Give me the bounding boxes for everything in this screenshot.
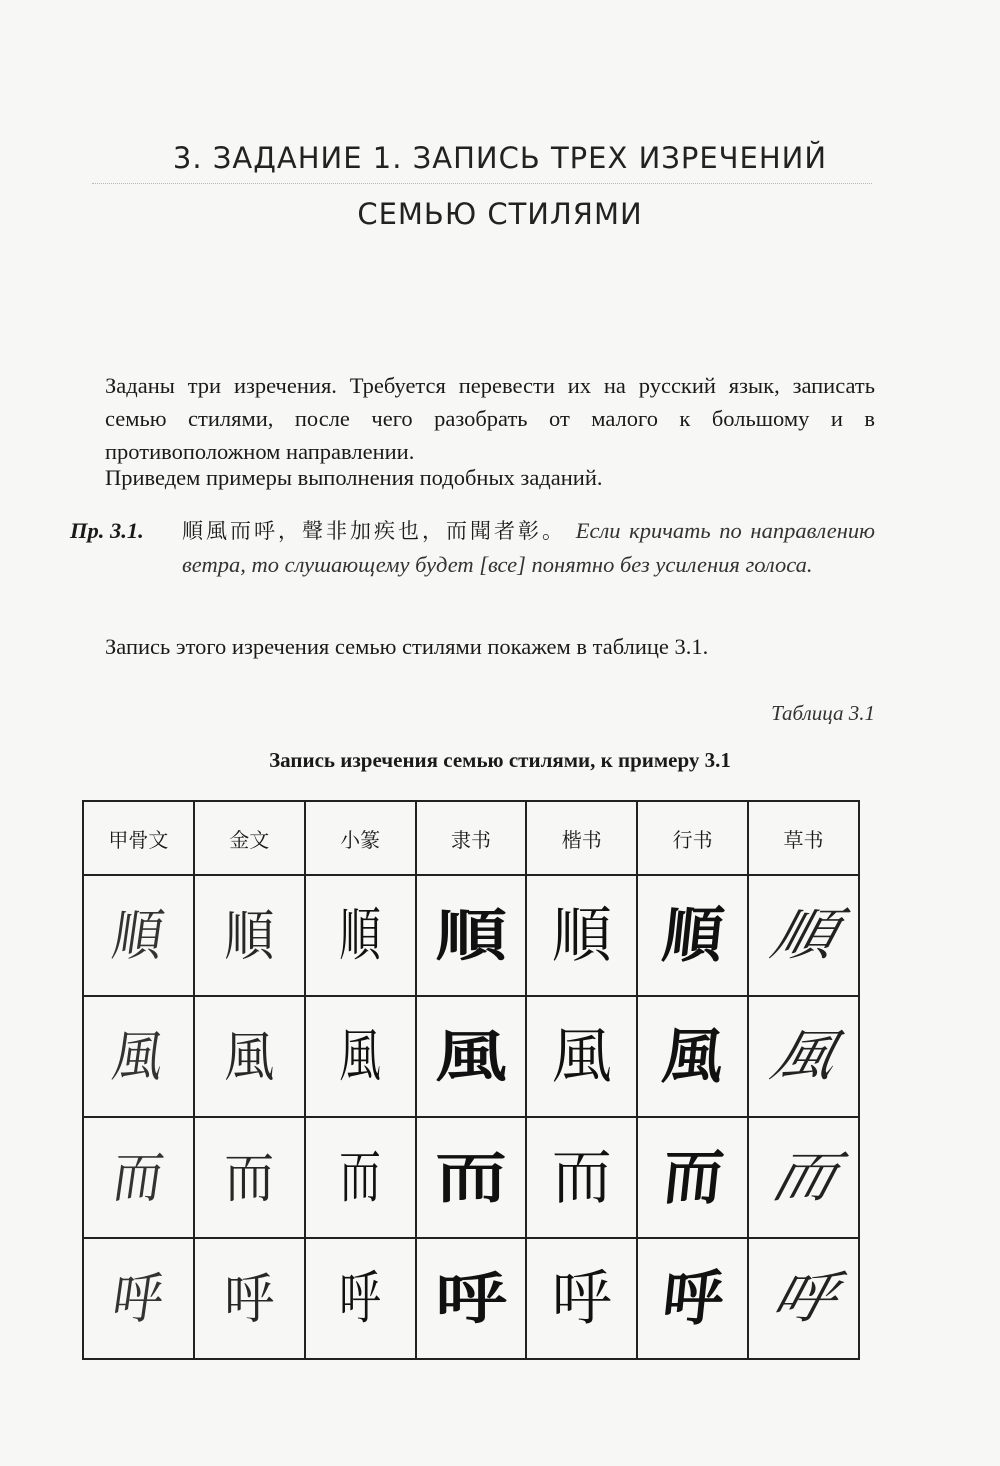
header-jiaguwen: 甲骨文 <box>83 801 194 875</box>
chapter-title-line-1: 3. ЗАДАНИЕ 1. ЗАПИСЬ ТРЕХ ИЗРЕЧЕНИЙ <box>172 141 828 175</box>
table-row <box>83 875 859 996</box>
header-lishu: 隶书 <box>416 801 527 875</box>
glyph-shun-xingshu: 順 <box>658 900 727 971</box>
glyph-cell <box>194 1238 305 1359</box>
glyph-feng-lishu: 風 <box>435 1023 507 1089</box>
glyph-cell <box>83 875 194 996</box>
glyph-cell <box>305 996 416 1117</box>
glyph-shun-kaishu: 順 <box>551 900 612 971</box>
calligraphy-styles-table <box>82 800 860 1360</box>
table-row <box>83 1238 859 1359</box>
glyph-feng-caoshu: 風 <box>764 1023 843 1089</box>
glyph-cell <box>748 1117 859 1238</box>
header-xiaozhuan: 小篆 <box>305 801 416 875</box>
glyph-er-kaishu: 而 <box>551 1142 612 1213</box>
table-intro-paragraph: Запись этого изречения семью стилями покажем в таблице 3.1. <box>105 634 709 659</box>
table-number: Таблица 3.1 <box>771 701 875 725</box>
glyph-shun-xiaozhuan: 順 <box>339 902 381 969</box>
glyph-hu-lishu: 呼 <box>435 1265 507 1331</box>
glyph-hu-jinwen: 呼 <box>224 1267 275 1330</box>
glyph-shun-caoshu: 順 <box>764 902 843 968</box>
glyph-er-xiaozhuan: 而 <box>339 1144 381 1211</box>
glyph-shun-jiaguwen: 順 <box>108 903 168 968</box>
glyph-hu-jiaguwen: 呼 <box>108 1266 168 1331</box>
glyph-hu-kaishu: 呼 <box>551 1263 612 1334</box>
glyph-er-xingshu: 而 <box>658 1142 727 1213</box>
chapter-title-line-2: СЕМЬЮ СТИЛЯМИ <box>357 197 643 231</box>
example-translation: Если кричать по направлению ветра, то слушающему будет [все] понятно без усиления голоса. <box>182 518 875 577</box>
header-xingshu: 行书 <box>637 801 748 875</box>
table-row <box>83 996 859 1117</box>
glyph-cell <box>194 875 305 996</box>
glyph-cell <box>748 1238 859 1359</box>
glyph-cell <box>637 1238 748 1359</box>
glyph-cell <box>637 996 748 1117</box>
glyph-cell <box>526 1117 637 1238</box>
glyph-cell <box>526 875 637 996</box>
glyph-cell <box>416 996 527 1117</box>
example-body <box>182 514 875 581</box>
glyph-cell <box>416 875 527 996</box>
glyph-cell <box>416 1238 527 1359</box>
glyph-cell <box>637 875 748 996</box>
glyph-cell <box>305 875 416 996</box>
table-caption: Запись изречения семью стилями, к примеру 3.1 <box>269 748 731 772</box>
glyph-cell <box>526 1238 637 1359</box>
glyph-shun-lishu: 順 <box>435 902 507 968</box>
glyph-cell <box>748 996 859 1117</box>
header-jinwen: 金文 <box>194 801 305 875</box>
glyph-feng-xiaozhuan: 風 <box>339 1023 381 1090</box>
glyph-cell <box>305 1238 416 1359</box>
glyph-cell <box>83 996 194 1117</box>
table-row <box>83 1117 859 1238</box>
glyph-cell <box>305 1117 416 1238</box>
glyph-hu-xiaozhuan: 呼 <box>339 1265 381 1332</box>
glyph-er-jiaguwen: 而 <box>108 1145 168 1210</box>
glyph-cell <box>526 996 637 1117</box>
glyph-feng-jiaguwen: 風 <box>108 1024 168 1089</box>
header-caoshu: 草书 <box>748 801 859 875</box>
glyph-er-caoshu: 而 <box>764 1144 843 1210</box>
intro-paragraph: Заданы три изречения. Требуется перевести их на русский язык, записать семью стилями, после чего разобрать от малого к большому и в противоположном направлении. <box>105 373 875 464</box>
glyph-er-lishu: 而 <box>435 1144 507 1210</box>
examples-intro-paragraph: Приведем примеры выполнения подобных заданий. <box>105 465 603 490</box>
example-label: Пр. 3.1. <box>70 518 144 543</box>
glyph-cell <box>83 1238 194 1359</box>
glyph-cell <box>416 1117 527 1238</box>
glyph-hu-xingshu: 呼 <box>658 1263 727 1334</box>
glyph-cell <box>83 1117 194 1238</box>
glyph-er-jinwen: 而 <box>224 1146 275 1209</box>
glyph-hu-caoshu: 呼 <box>764 1265 843 1331</box>
glyph-feng-xingshu: 風 <box>658 1021 727 1092</box>
glyph-feng-jinwen: 風 <box>224 1025 275 1088</box>
glyph-feng-kaishu: 風 <box>551 1021 612 1092</box>
glyph-cell <box>194 1117 305 1238</box>
glyph-cell <box>748 875 859 996</box>
title-divider <box>92 183 872 184</box>
header-kaishu: 楷书 <box>526 801 637 875</box>
glyph-cell <box>637 1117 748 1238</box>
glyph-cell <box>194 996 305 1117</box>
glyph-shun-jinwen: 順 <box>224 904 275 967</box>
table-header-row <box>83 801 859 875</box>
example-chinese-text: 順風而呼，聲非加疾也，而聞者彰。 <box>182 519 576 543</box>
